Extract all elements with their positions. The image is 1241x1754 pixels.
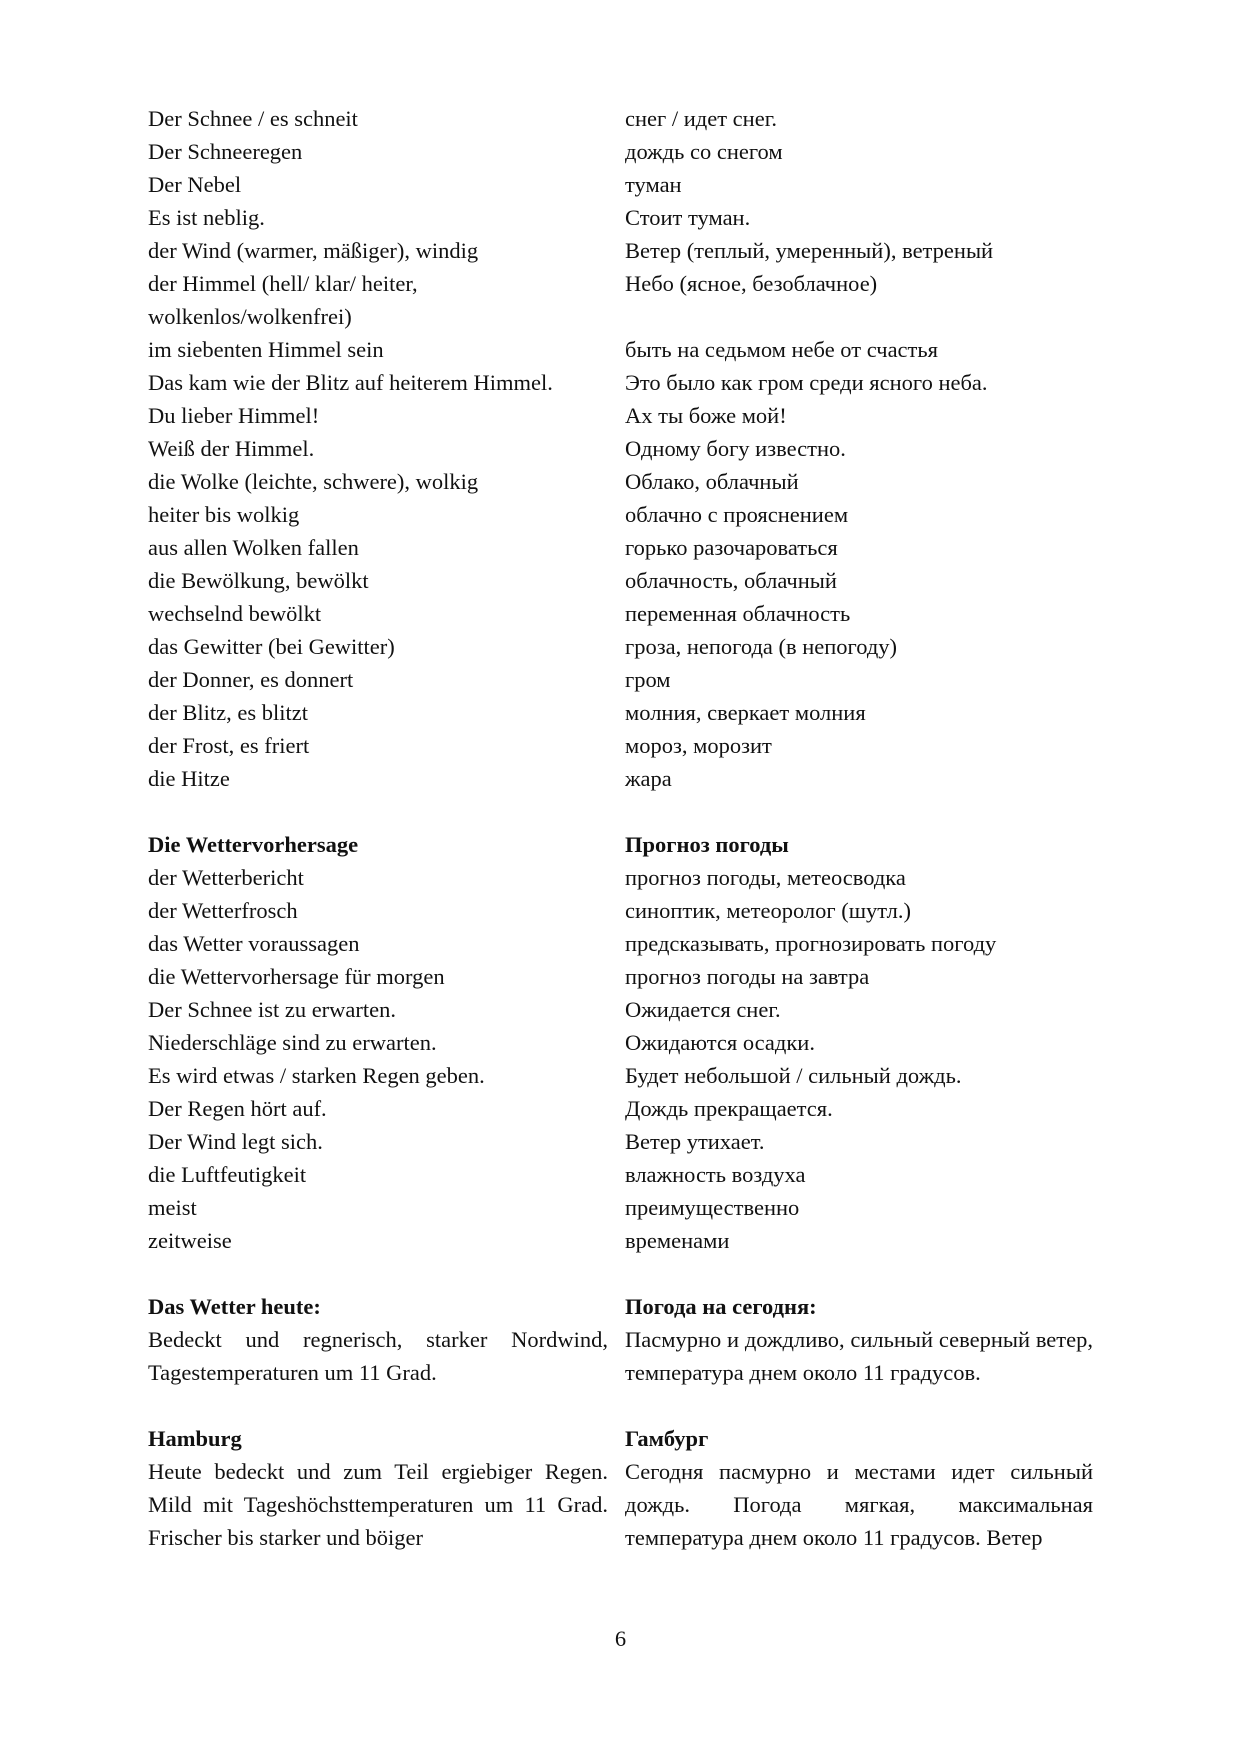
list-item [148,333,1093,366]
german-term: im siebenten Himmel sein [148,337,384,362]
list-item [148,663,1093,696]
german-term: der Frost, es friert [148,733,310,758]
german-term: die Bewölkung, bewölkt [148,568,369,593]
german-term: die Luftfeutigkeit [148,1162,307,1187]
german-term: Der Schneeregen [148,139,303,164]
paragraph-de: Heute bedeckt und zum Teil ergiebiger Regen. Mild mit Tageshöchsttemperaturen um 11 Grad. Frischer bis starker und böiger [148,1459,608,1550]
russian-translation: облачно с прояснением [625,502,849,527]
hamburg-section-heading [148,1422,1093,1455]
german-term: der Wetterbericht [148,865,304,890]
german-term: Weiß der Himmel. [148,436,315,461]
section-heading-de: Hamburg [148,1426,242,1451]
german-term: Der Schnee / es schneit [148,106,358,131]
paragraph-ru: Пасмурно и дождливо, сильный северный ветер, температура днем около 11 градусов. [625,1327,1093,1385]
german-term: der Wetterfrosch [148,898,298,923]
russian-translation: Ожидается снег. [625,997,781,1022]
russian-translation: снег / идет снег. [625,106,778,131]
german-term: die Hitze [148,766,230,791]
section-heading-ru: Прогноз погоды [625,832,789,857]
russian-translation: молния, сверкает молния [625,700,866,725]
list-item [148,894,1093,927]
list-item [148,1125,1093,1158]
list-item [148,168,1093,201]
russian-translation: Облако, облачный [625,469,799,494]
russian-translation: Будет небольшой / сильный дождь. [625,1063,962,1088]
list-item [148,762,1093,795]
german-term: Das kam wie der Blitz auf heiterem Himmel. [148,370,553,395]
paragraph-de: Bedeckt und regnerisch, starker Nordwind, Tagestemperaturen um 11 Grad. [148,1327,608,1385]
german-term: zeitweise [148,1228,232,1253]
german-term: heiter bis wolkig [148,502,300,527]
russian-translation: синоптик, метеоролог (шутл.) [625,898,911,923]
german-term: Der Nebel [148,172,242,197]
german-term: der Wind (warmer, mäßiger), windig [148,238,479,263]
russian-translation: переменная облачность [625,601,851,626]
russian-translation: преимущественно [625,1195,800,1220]
russian-translation: мороз, морозит [625,733,772,758]
list-item [148,135,1093,168]
weather-vocabulary-list [148,102,1093,1554]
russian-translation: быть на седьмом небе от счастья [625,337,938,362]
paragraph-ru: Сегодня пасмурно и местами идет сильный дождь. Погода мягкая, максимальная температура днем около 11 градусов. Ветер [625,1459,1093,1550]
section-heading-de: Die Wettervorhersage [148,832,359,857]
russian-translation: облачность, облачный [625,568,837,593]
german-term: der Himmel (hell/ klar/ heiter, wolkenlos/wolkenfrei) [148,271,418,329]
russian-translation: дождь со снегом [625,139,783,164]
russian-translation: прогноз погоды, метеосводка [625,865,906,890]
german-term: Der Wind legt sich. [148,1129,323,1154]
russian-translation: гром [625,667,671,692]
list-item [148,366,1093,399]
russian-translation: прогноз погоды на завтра [625,964,870,989]
german-term: der Blitz, es blitzt [148,700,308,725]
russian-translation: жара [625,766,672,791]
german-term: Niederschläge sind zu erwarten. [148,1030,437,1055]
german-term: Es ist neblig. [148,205,265,230]
russian-translation: Ах ты боже мой! [625,403,787,428]
russian-translation: туман [625,172,682,197]
russian-translation: Это было как гром среди ясного неба. [625,370,988,395]
today-section-heading [148,1290,1093,1323]
list-item [148,1158,1093,1191]
german-term: Es wird etwas / starken Regen geben. [148,1063,485,1088]
page-number: 6 [614,1626,627,1651]
list-item [148,729,1093,762]
hamburg-forecast-text [148,1455,1093,1554]
list-item [148,399,1093,432]
list-item [148,960,1093,993]
list-item [148,531,1093,564]
list-item [148,1092,1093,1125]
russian-translation: временами [625,1228,730,1253]
german-term: wechselnd bewölkt [148,601,322,626]
russian-translation: предсказывать, прогнозировать погоду [625,931,997,956]
list-item [148,102,1093,135]
list-item [148,432,1093,465]
russian-translation: Дождь прекращается. [625,1096,833,1121]
list-item [148,1026,1093,1059]
forecast-section-heading [148,828,1093,861]
russian-translation: Ветер утихает. [625,1129,765,1154]
russian-translation: влажность воздуха [625,1162,806,1187]
list-item [148,1191,1093,1224]
list-item [148,993,1093,1026]
german-term: die Wolke (leichte, schwere), wolkig [148,469,479,494]
german-term: das Gewitter (bei Gewitter) [148,634,395,659]
list-item [148,564,1093,597]
today-forecast-text [148,1323,1093,1389]
german-term: aus allen Wolken fallen [148,535,359,560]
list-item [148,1059,1093,1092]
russian-translation: Стоит туман. [625,205,751,230]
list-item [148,861,1093,894]
section-heading-de: Das Wetter heute: [148,1294,321,1319]
russian-translation: Ожидаются осадки. [625,1030,815,1055]
russian-translation: Одному богу известно. [625,436,846,461]
russian-translation: горько разочароваться [625,535,838,560]
russian-translation: Небо (ясное, безоблачное) [625,271,878,296]
german-term: Der Regen hört auf. [148,1096,327,1121]
russian-translation: Ветер (теплый, умеренный), ветреный [625,238,994,263]
german-term: Du lieber Himmel! [148,403,320,428]
list-item [148,267,1093,333]
russian-translation: гроза, непогода (в непогоду) [625,634,898,659]
german-term: meist [148,1195,197,1220]
list-item [148,597,1093,630]
list-item [148,630,1093,663]
list-item [148,201,1093,234]
list-item [148,696,1093,729]
section-heading-ru: Гамбург [625,1426,709,1451]
list-item [148,498,1093,531]
german-term: das Wetter voraussagen [148,931,360,956]
german-term: Der Schnee ist zu erwarten. [148,997,397,1022]
section-heading-ru: Погода на сегодня: [625,1294,817,1319]
list-item [148,465,1093,498]
list-item [148,234,1093,267]
german-term: die Wettervorhersage für morgen [148,964,445,989]
list-item [148,1224,1093,1257]
list-item [148,927,1093,960]
german-term: der Donner, es donnert [148,667,354,692]
